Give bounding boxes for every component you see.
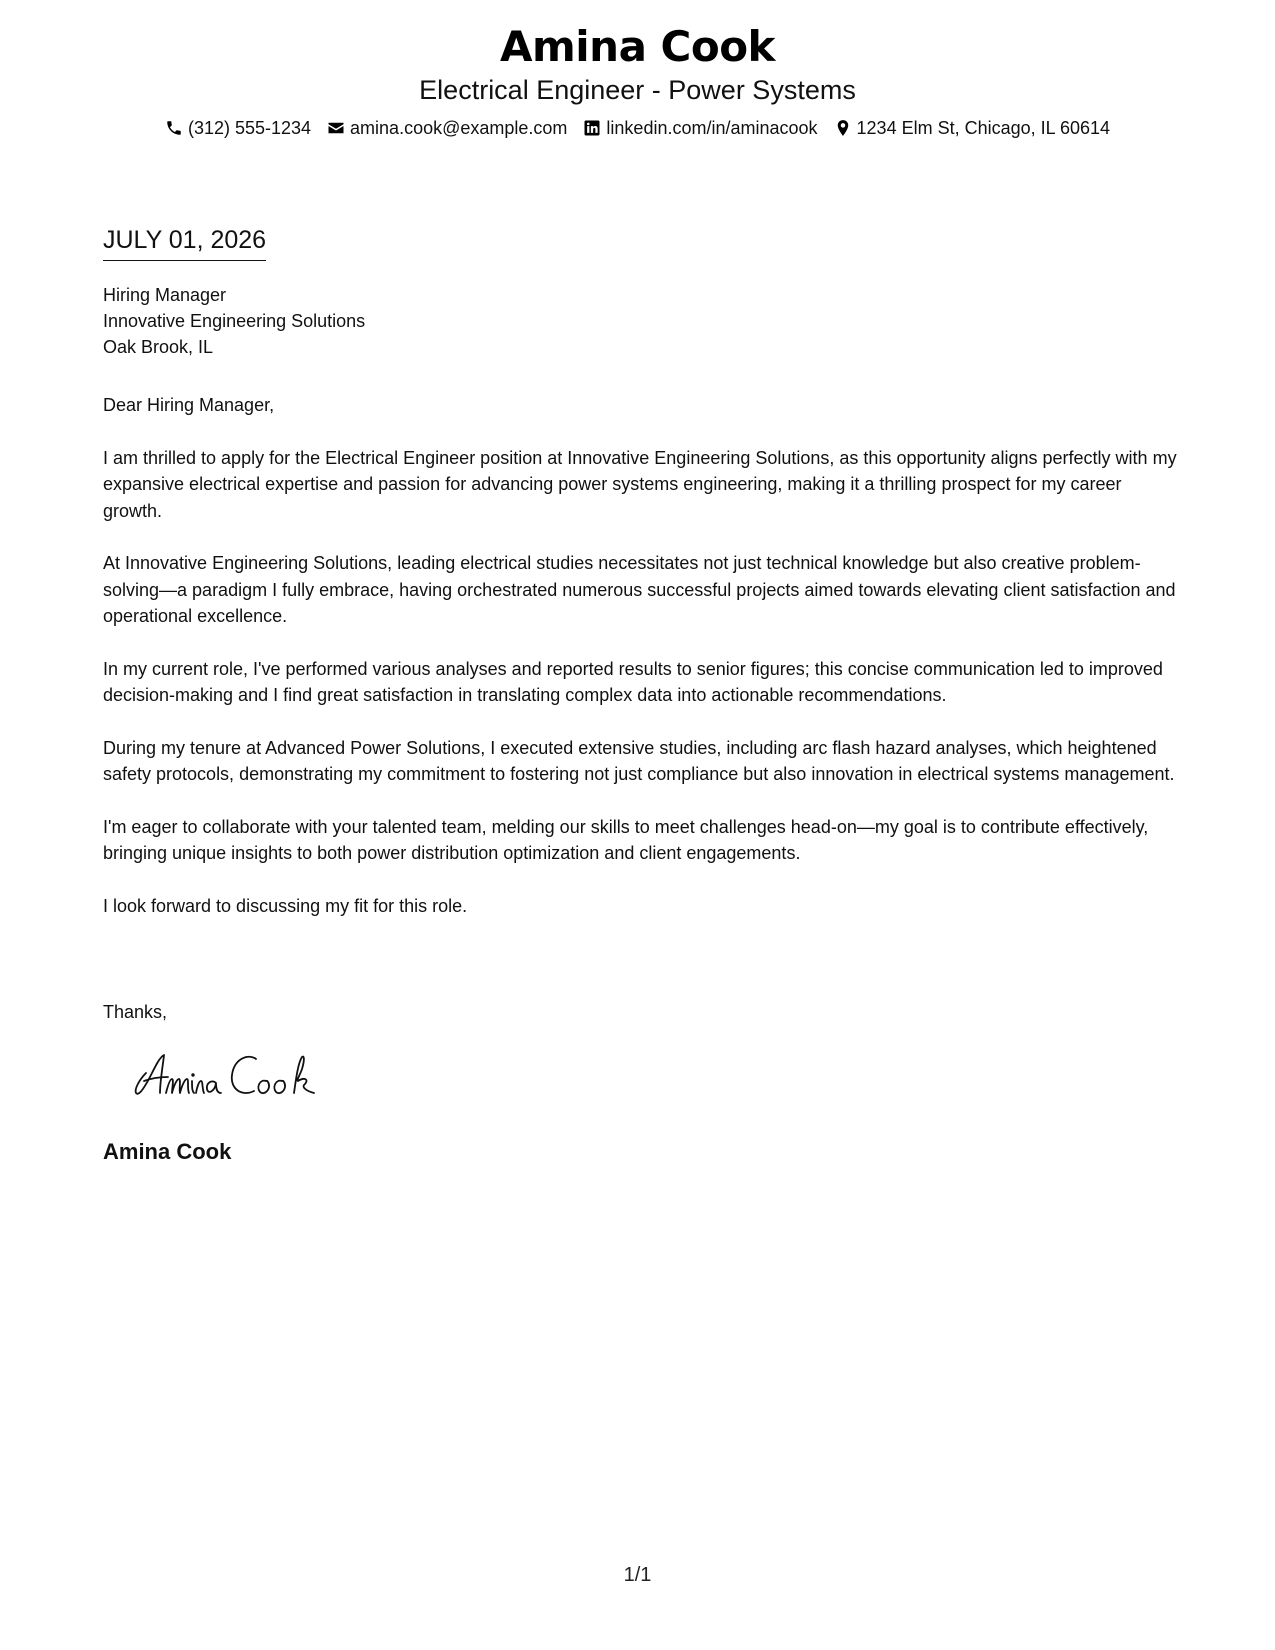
contact-info [0, 116, 1275, 140]
recipient-line: Hiring Manager [103, 285, 227, 305]
signature-image [130, 1045, 330, 1105]
contact-linkedin-text[interactable]: linkedin.com/in/aminacook [606, 118, 818, 138]
letter-header [0, 18, 1275, 140]
letter-date: JULY 01, 2026 [103, 224, 266, 261]
contact-phone [165, 116, 311, 140]
body-paragraph: I'm eager to collaborate with your talented team, melding our skills to meet challenges head-on—my goal is to contribute effectively, bringing unique insights to both power distribution optimization and client engagements. [103, 816, 1149, 863]
contact-email[interactable] [327, 116, 567, 140]
contact-address [834, 116, 1111, 140]
body-paragraph: I am thrilled to apply for the Electrical Engineer position at Innovative Engineering Solutions, as this opportunity aligns perfectly with my expansive electrical expertise and passion for advancing power systems engineering, making it a thrilling prospect for my career growth. [103, 447, 1177, 521]
envelope-icon [327, 119, 345, 137]
recipient-line: Innovative Engineering Solutions [103, 311, 366, 331]
recipient-line: Oak Brook, IL [103, 337, 214, 357]
applicant-title: Electrical Engineer - Power Systems [419, 75, 856, 105]
salutation: Dear Hiring Manager, [103, 395, 275, 415]
recipient-block [103, 282, 365, 360]
body-paragraph: I look forward to discussing my fit for this role. [103, 895, 468, 916]
phone-icon [165, 119, 183, 137]
body-paragraph: At Innovative Engineering Solutions, leading electrical studies necessitates not just technical knowledge but also creative problem-solving—a paradigm I fully embrace, having orchestrated numerous successful projects aimed towards elevating client satisfaction and operational excellence. [103, 553, 1176, 626]
linkedin-icon [583, 119, 601, 137]
letter-body [103, 392, 1178, 945]
map-pin-icon [834, 119, 852, 137]
closing: Thanks, [103, 1002, 168, 1022]
applicant-name: Amina Cook [500, 22, 775, 71]
signer-name: Amina Cook [103, 1139, 232, 1164]
letter-date-block [103, 224, 266, 261]
contact-email-text[interactable]: amina.cook@example.com [350, 118, 568, 138]
contact-phone-text: (312) 555-1234 [187, 118, 312, 138]
body-paragraph: During my tenure at Advanced Power Solutions, I executed extensive studies, including arc flash hazard analyses, which heightened safety protocols, demonstrating my commitment to fostering not just compliance but also innovation in electrical systems management. [103, 737, 1175, 784]
page-number: 1/1 [623, 1564, 652, 1586]
body-paragraph: In my current role, I've performed various analyses and reported results to senior figures; this concise communication led to improved decision-making and I find great satisfaction in translating complex data into actionable recommendations. [103, 658, 1163, 705]
handwritten-signature [130, 1045, 330, 1110]
contact-address-text: 1234 Elm St, Chicago, IL 60614 [856, 118, 1111, 138]
contact-linkedin[interactable] [583, 116, 817, 140]
